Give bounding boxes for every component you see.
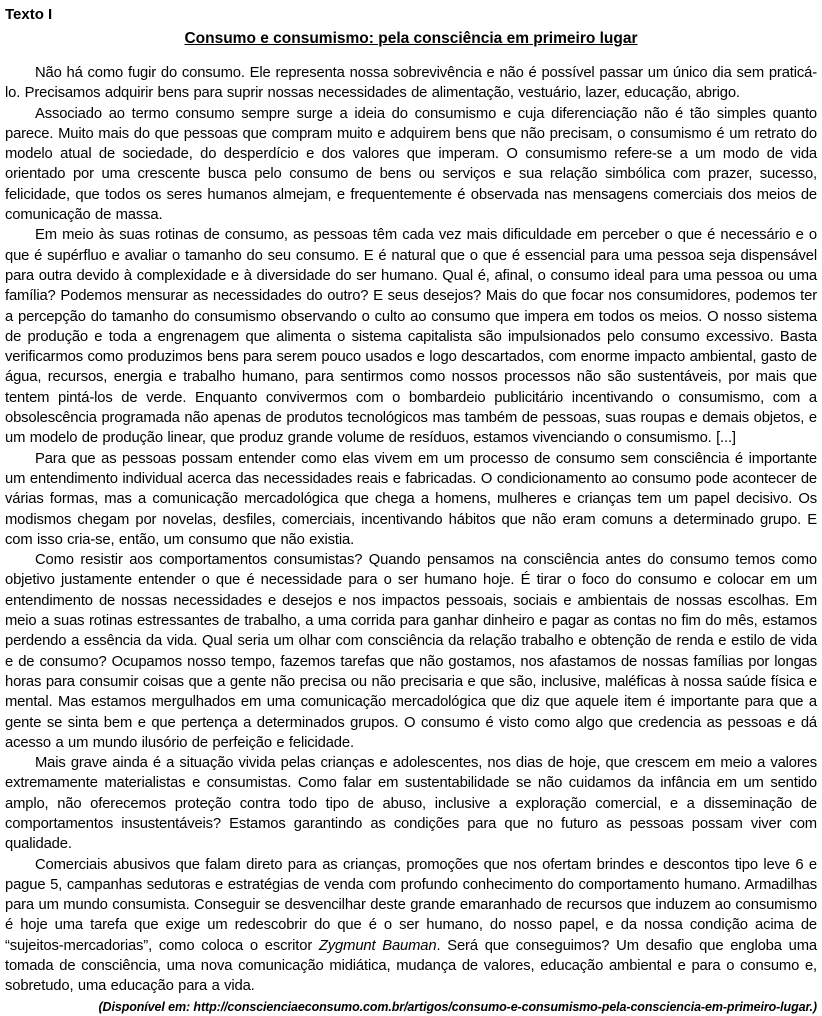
paragraph-text: Para que as pessoas possam entender como elas vivem em um processo de consumo sem consciência é importante um entendimento individual acerca das necessidades reais e fabricadas. O condicionamento ao consumo pode acontecer de várias formas, mas a comunicação mercadológica que chega a homens, mulheres e crianças tem um papel decisivo. Os modismos chegam por novelas, desfiles, comerciais, incentivando hábitos que não eram comuns a determinado grupo. E com isso cria-se, então, um consumo que não existia. — [5, 450, 817, 548]
paragraph-text: Como resistir aos comportamentos consumistas? Quando pensamos na consciência antes do consumo temos como objetivo justamente entender o que é necessidade para o ser humano hoje. É tirar o foco do consumo e colocar em um entendimento de nossas necessidades e desejos e nos impactos pessoais, sociais e ambientais de nossas escolhas. Em meio a suas rotinas estressantes de trabalho, a uma corrida para ganhar dinheiro e pagar as contas no fim do mês, estamos perdendo a essência da vida. Qual seria um olhar com consciência da relação trabalho e obtenção de renda e estilo de vida e de consumo? Ocupamos nosso tempo, fazemos tarefas que não gostamos, nos afastamos de nossas famílias por longas horas para consumir coisas que a gente não precisa ou não precisaria e que são, inclusive, maléficas à nossa saúde física e mental. Mas estamos mergulhados em uma comunicação mercadológica que diz que aquele item é importante para que a gente se sinta bem e que pertença a determinados grupos. O consumo é visto como algo que credencia as pessoas e dá acesso a um mundo ilusório de perfeição e felicidade. — [5, 552, 817, 751]
document-title: Consumo e consumismo: pela consciência em primeiro lugar — [184, 30, 638, 47]
document-body — [5, 63, 817, 997]
source-citation: (Disponível em: http://conscienciaeconsumo.com.br/artigos/consumo-e-consumismo-pela-consciencia-em-primeiro-lugar.) — [98, 999, 817, 1014]
paragraph — [5, 225, 817, 448]
text-label: Texto I — [5, 6, 53, 23]
paragraph-text: Não há como fugir do consumo. Ele representa nossa sobrevivência e não é possível passar um único dia sem praticá-lo. Precisamos adquirir bens para suprir nossas necessidades de alimentação, vestuário, lazer, educação, abrigo. — [5, 65, 817, 102]
paragraph-text: Comerciais abusivos que falam direto para as crianças, promoções que nos ofertam brindes e descontos tipo leve 6 e pague 5, campanhas sedutoras e estratégias de venda com profundo conhecimento do comportamento humano. Armadilhas para um mundo consumista. Conseguir se desvencilhar deste grande emaranhado de recursos que induzem ao consumismo é hoje uma tarefa que exige um redescobrir do que é o ser humano, do nosso papel, e da nossa condição acima de “sujeitos-mercadorias”, como coloca o escritor — [5, 856, 817, 954]
paragraph — [5, 855, 817, 997]
paragraph — [5, 550, 817, 753]
author-name-italic: Zygmunt Bauman — [318, 937, 437, 954]
paragraph-text: Em meio às suas rotinas de consumo, as pessoas têm cada vez mais dificuldade em perceber o que é necessário e o que é supérfluo e avaliar o tamanho do seu consumo. E é natural que o que é essencial para uma pessoa seja dispensável para outra devido à complexidade e à diversidade do ser humano. Qual é, afinal, o consumo ideal para uma pessoa ou uma família? Podemos mensurar as necessidades do outro? E seus desejos? Mais do que focar nos consumidores, podemos ter a percepção do tamanho do consumismo observando o culto ao consumo que impera em todos os meios. O nosso sistema de produção e toda a engrenagem que alimenta o sistema capitalista são impulsionados pelo consumo excessivo. Basta verificarmos como produzimos bens para serem pouco usados e logo descartados, com enorme impacto ambiental, gasto de água, recursos, energia e trabalho humano, para sentirmos como nossos processos não são sustentáveis, por mais que tentem pintá-los de verde. Enquanto convivermos com o bombardeio publicitário incentivando o consumismo, com a obsolescência programada não apenas de produtos tecnológicos mas também de pessoas, suas roupas e demais objetos, e um modelo de produção linear, que produz grande volume de resíduos, estamos vivenciando o consumismo. [...] — [5, 227, 817, 447]
paragraph-text: Associado ao termo consumo sempre surge a ideia do consumismo e cuja diferenciação não é tão simples quanto parece. Muito mais do que pessoas que compram muito e adquirem bens que não precisam, o consumismo é um retrato do modelo atual de sociedade, do desperdício e dos valores que imperam. O consumismo refere-se a um modo de vida orientado por uma crescente busca pelo consumo de bens ou serviços e sua relação simbólica com prazer, sucesso, felicidade, que todos os seres humanos almejam, e frequentemente é observada nas mensagens comerciais dos meios de comunicação de massa. — [5, 105, 817, 224]
paragraph — [5, 449, 817, 550]
paragraph — [5, 104, 817, 226]
paragraph-text: . Será que conseguimos? Um desafio que engloba uma tomada de consciência, uma nova comunicação midiática, mudança de valores, educação ambiental e para o consumo e, sobretudo, uma educação para a vida. — [5, 937, 817, 995]
paragraph — [5, 63, 817, 104]
paragraph-text: Mais grave ainda é a situação vivida pelas crianças e adolescentes, nos dias de hoje, que crescem em meio a valores extremamente materialistas e consumistas. Como falar em sustentabilidade se não cuidamos da infância em um sentido amplo, não oferecemos proteção contra todo tipo de abuso, inclusive a exploração comercial, e a disseminação de comportamentos insustentáveis? Estamos garantindo as condições para que no futuro as pessoas possam viver com qualidade. — [5, 755, 817, 853]
paragraph — [5, 753, 817, 854]
